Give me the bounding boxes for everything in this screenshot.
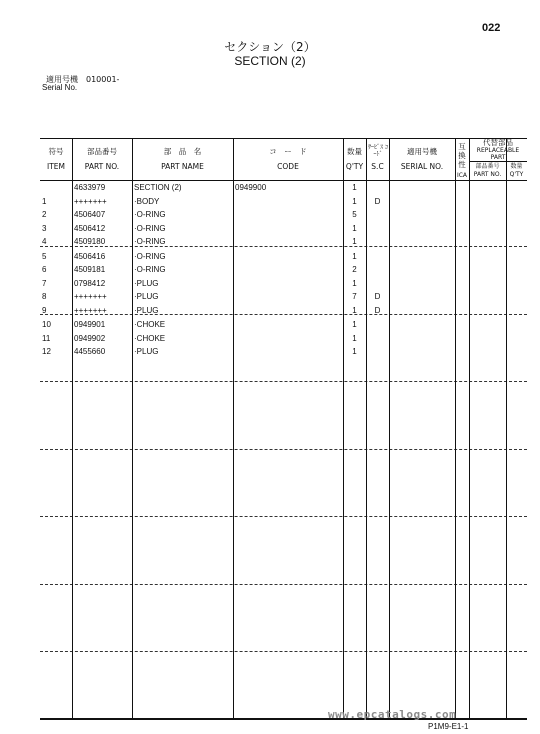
header-rep-part-no: PART NO. xyxy=(473,171,502,178)
group-separator xyxy=(40,246,527,247)
header-part-name: PART NAME xyxy=(161,162,204,171)
row-item: 6 xyxy=(42,265,47,274)
row-part-name: ·CHOKE xyxy=(134,333,166,343)
row-item: 10 xyxy=(42,320,51,329)
header-ica: ICA xyxy=(456,172,468,179)
column-divider xyxy=(469,138,470,719)
row-item: 11 xyxy=(42,333,51,343)
row-item: 8 xyxy=(42,292,47,301)
row-part-no: 4506407 xyxy=(74,210,106,219)
row-part-no: +++++++ xyxy=(74,305,107,315)
header-ica-jp: 互換性 xyxy=(458,142,466,169)
row-item: 12 xyxy=(42,347,51,356)
group-separator xyxy=(40,651,527,652)
row-part-name: ·O-RING xyxy=(134,210,166,219)
row-part-no: 4509181 xyxy=(74,265,106,274)
row-part-no: 4455660 xyxy=(74,347,106,356)
header-code: CODE xyxy=(277,162,299,171)
row-qty: 1 xyxy=(352,347,357,356)
serial-label-japanese: 適用号機 010001- xyxy=(46,75,120,84)
row-part-no: 0798412 xyxy=(74,278,106,288)
column-divider xyxy=(132,138,133,719)
row-item: 2 xyxy=(42,210,47,219)
column-divider xyxy=(455,138,456,719)
header-rep-qty: Q'TY xyxy=(509,171,524,178)
replaceable-header-divider xyxy=(469,161,527,162)
column-divider xyxy=(233,138,234,719)
header-part-name-jp: 部 品 名 xyxy=(163,147,202,156)
row-item: 4 xyxy=(42,237,47,246)
row-part-name: ·PLUG xyxy=(134,292,159,301)
header-sc: S.C xyxy=(371,162,384,171)
row-part-name: ·PLUG xyxy=(134,278,159,288)
row-qty: 1 xyxy=(352,333,357,343)
row-part-no: +++++++ xyxy=(74,196,107,206)
row-item: 3 xyxy=(42,223,47,233)
column-divider xyxy=(506,138,507,719)
row-part-name: ·O-RING xyxy=(134,237,166,246)
header-replaceable: REPLACEABLE PART xyxy=(476,147,520,161)
row-qty: 1 xyxy=(352,251,357,261)
header-item-jp: 符号 xyxy=(48,147,64,156)
header-part-no: PART NO. xyxy=(84,162,120,171)
row-part-name: ·O-RING xyxy=(134,251,166,261)
group-separator xyxy=(40,381,527,382)
group-separator xyxy=(40,449,527,450)
header-item: ITEM xyxy=(46,162,65,171)
row-part-name: ·BODY xyxy=(134,196,160,206)
header-qty-jp: 数量 xyxy=(347,147,362,156)
row-part-no: 4509180 xyxy=(74,237,106,246)
row-part-name: ·CHOKE xyxy=(134,320,166,329)
page-title-japanese: セクション（2） xyxy=(224,40,316,54)
table-top-border xyxy=(40,138,527,139)
row-part-no: 0949901 xyxy=(74,320,106,329)
header-code-jp: コ ー ド xyxy=(269,147,307,156)
row-item: 1 xyxy=(42,196,47,206)
row-service-code: D xyxy=(374,305,381,315)
row-service-code: D xyxy=(374,196,381,206)
row-qty: 1 xyxy=(352,278,357,288)
row-qty: 1 xyxy=(352,237,357,246)
group-separator xyxy=(40,314,527,315)
header-bottom-border xyxy=(40,180,527,181)
header-serial-jp: 適用号機 xyxy=(407,147,437,156)
row-qty: 1 xyxy=(352,320,357,329)
row-item: 9 xyxy=(42,305,47,315)
column-divider xyxy=(389,138,390,719)
column-divider xyxy=(72,138,73,719)
header-rep-qty-jp: 数量 xyxy=(510,163,523,170)
row-qty: 1 xyxy=(352,223,357,233)
row-part-no: 4633979 xyxy=(74,183,106,192)
row-part-no: 4506412 xyxy=(74,223,106,233)
row-qty: 1 xyxy=(352,305,357,315)
page-title: SECTION (2) xyxy=(234,54,306,68)
group-separator xyxy=(40,516,527,517)
row-item: 7 xyxy=(42,278,47,288)
row-part-name: ·O-RING xyxy=(134,223,166,233)
serial-label: Serial No. xyxy=(42,83,78,92)
header-replaceable-jp: 代替部品 xyxy=(483,138,513,147)
row-part-name: SECTION (2) xyxy=(134,183,182,192)
row-part-no: +++++++ xyxy=(74,292,107,301)
row-part-name: ·PLUG xyxy=(134,305,159,315)
row-qty: 1 xyxy=(352,183,357,192)
header-serial: SERIAL NO. xyxy=(400,162,444,171)
parts-table xyxy=(40,138,527,719)
group-separator xyxy=(40,584,527,585)
row-item: 5 xyxy=(42,251,47,261)
header-part-no-jp: 部品番号 xyxy=(87,147,117,156)
page-number: 022 xyxy=(482,22,501,34)
row-qty: 7 xyxy=(352,292,357,301)
row-part-no: 0949902 xyxy=(74,333,106,343)
header-qty: Q'TY xyxy=(345,162,364,171)
row-qty: 1 xyxy=(352,196,357,206)
row-part-name: ·O-RING xyxy=(134,265,166,274)
row-code: 0949900 xyxy=(235,183,267,192)
watermark: www.epcatalogs.com xyxy=(328,708,457,721)
row-qty: 5 xyxy=(352,210,357,219)
footer-code: P1M9-E1-1 xyxy=(428,722,469,731)
header-sc-jp: ｻｰﾋﾞｽ ｺｰﾄﾞ xyxy=(368,144,388,158)
row-part-no: 4506416 xyxy=(74,251,106,261)
header-rep-part-no-jp: 部品番号 xyxy=(475,163,500,170)
row-qty: 2 xyxy=(352,265,357,274)
row-part-name: ·PLUG xyxy=(134,347,159,356)
column-divider xyxy=(366,138,367,719)
row-service-code: D xyxy=(374,292,381,301)
